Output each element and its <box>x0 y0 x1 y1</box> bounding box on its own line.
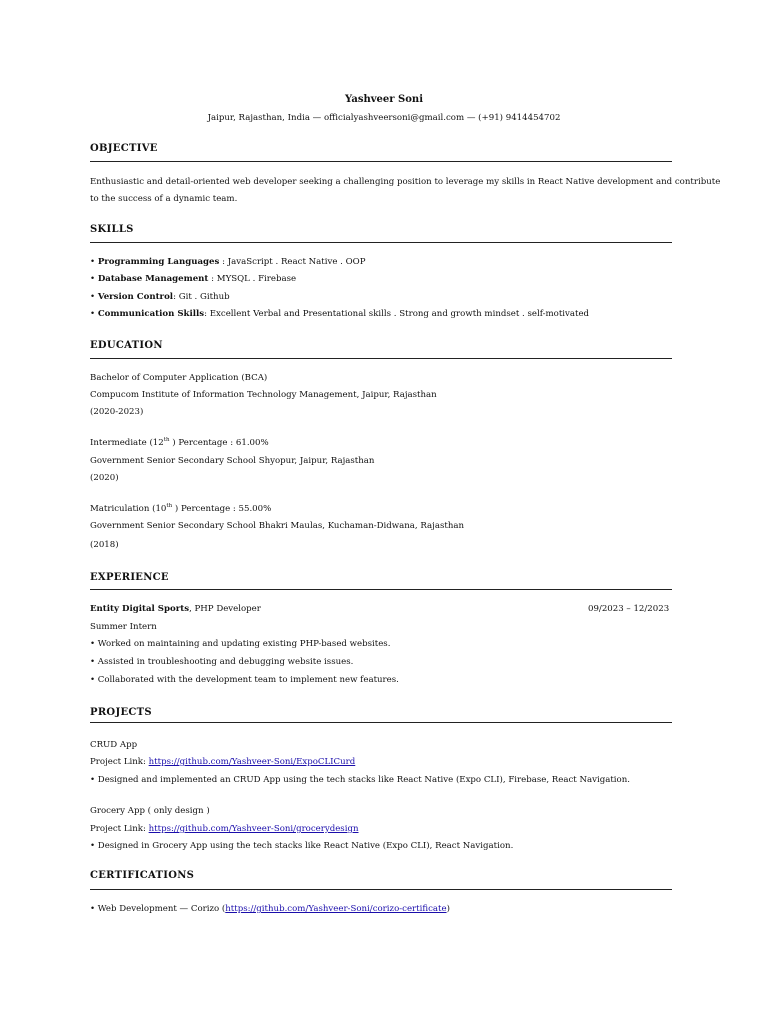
skills-divider <box>90 242 672 243</box>
skill-item: • Version Control: Git . Github <box>90 292 230 302</box>
project-link[interactable]: https://github.com/Yashveer-Soni/grocerydesign <box>148 824 359 834</box>
matriculation-percentage: ) Percentage : 55.00% <box>172 504 272 514</box>
skill-label: Programming Languages <box>97 257 220 267</box>
matriculation-title <box>90 503 271 515</box>
project-link[interactable]: https://github.com/Yashveer-Soni/ExpoCLICurd <box>148 757 356 767</box>
ordinal-suffix: th <box>166 503 173 510</box>
skill-item: • Programming Languages : JavaScript . React Native . OOP <box>90 257 366 267</box>
matriculation-year: (2018) <box>90 540 119 550</box>
ordinal-suffix: th <box>163 437 170 444</box>
project-link-line <box>90 756 355 768</box>
bca-degree: Bachelor of Computer Application (BCA) <box>90 373 268 383</box>
education-heading: EDUCATION <box>90 340 163 351</box>
experience-divider <box>90 589 672 590</box>
skills-heading: SKILLS <box>90 224 134 235</box>
project-link-line <box>90 823 359 835</box>
projects-divider <box>90 722 672 723</box>
experience-title <box>90 603 261 615</box>
skill-label: Communication Skills <box>97 309 205 319</box>
certifications-divider <box>90 889 672 890</box>
experience-bullet: • Collaborated with the development team to implement new features. <box>90 675 399 685</box>
matriculation-school: Government Senior Secondary School Bhakri Maulas, Kuchaman-Didwana, Rajasthan <box>90 521 465 531</box>
project-description: • Designed in Grocery App using the tech stacks like React Native (Expo CLI), React Navigation. <box>90 841 514 851</box>
certification-prefix: • Web Development — Corizo ( <box>90 904 226 914</box>
experience-bullet: • Assisted in troubleshooting and debugging website issues. <box>90 657 354 667</box>
certifications-heading: CERTIFICATIONS <box>90 870 195 881</box>
projects-heading: PROJECTS <box>90 707 152 718</box>
certification-link[interactable]: https://github.com/Yashveer-Soni/corizo-certificate <box>225 904 447 914</box>
intermediate-year: (2020) <box>90 473 119 483</box>
certification-item <box>90 903 450 915</box>
contact-line: Jaipur, Rajasthan, India — officialyashveersoni@gmail.com — (+91) 9414454702 <box>207 113 561 123</box>
intermediate-title <box>90 437 269 449</box>
skill-separator: : <box>204 309 210 319</box>
experience-bullet: • Worked on maintaining and updating existing PHP-based websites. <box>90 639 391 649</box>
skill-separator: : <box>219 257 228 267</box>
intermediate-school: Government Senior Secondary School Shyopur, Jaipur, Rajasthan <box>90 456 375 466</box>
skill-item: • Communication Skills: Excellent Verbal and Presentational skills . Strong and growth mindset . self-motivated <box>90 309 590 319</box>
skill-value: Excellent Verbal and Presentational skills . Strong and growth mindset . self-motivated <box>209 309 590 319</box>
certification-suffix: ) <box>446 904 450 914</box>
experience-dates: 09/2023 – 12/2023 <box>588 604 670 614</box>
candidate-name: Yashveer Soni <box>345 94 423 105</box>
project-description: • Designed and implemented an CRUD App using the tech stacks like React Native (Expo CLI), Firebase, React Navigation. <box>90 775 631 785</box>
project-title: CRUD App <box>90 740 138 750</box>
skill-value: MYSQL . Firebase <box>216 274 297 284</box>
intermediate-title-text: Intermediate (12 <box>90 438 164 448</box>
experience-heading: EXPERIENCE <box>90 572 169 583</box>
project-link-label: Project Link: <box>90 757 149 767</box>
skill-label: Version Control <box>97 292 174 302</box>
company-name: Entity Digital Sports <box>90 604 190 614</box>
job-role: , PHP Developer <box>189 604 261 614</box>
skill-separator: : <box>173 292 179 302</box>
skill-value: JavaScript . React Native . OOP <box>227 257 366 267</box>
bca-years: (2020-2023) <box>90 407 144 417</box>
project-link-label: Project Link: <box>90 824 149 834</box>
intermediate-percentage: ) Percentage : 61.00% <box>169 438 269 448</box>
education-divider <box>90 358 672 359</box>
project-title: Grocery App ( only design ) <box>90 806 210 816</box>
bca-institute: Compucom Institute of Information Technology Management, Jaipur, Rajasthan <box>90 390 437 400</box>
matriculation-title-text: Matriculation (10 <box>90 504 167 514</box>
objective-text-2: to the success of a dynamic team. <box>90 194 238 204</box>
experience-position: Summer Intern <box>90 622 157 632</box>
skill-separator: : <box>208 274 217 284</box>
objective-text-1: Enthusiastic and detail-oriented web developer seeking a challenging position to leverage my skills in React Native development and contribute <box>90 177 721 187</box>
skill-label: Database Management <box>97 274 209 284</box>
skill-value: Git . Github <box>178 292 230 302</box>
objective-divider <box>90 161 672 162</box>
objective-heading: OBJECTIVE <box>90 143 158 154</box>
skill-item: • Database Management : MYSQL . Firebase <box>90 274 297 284</box>
